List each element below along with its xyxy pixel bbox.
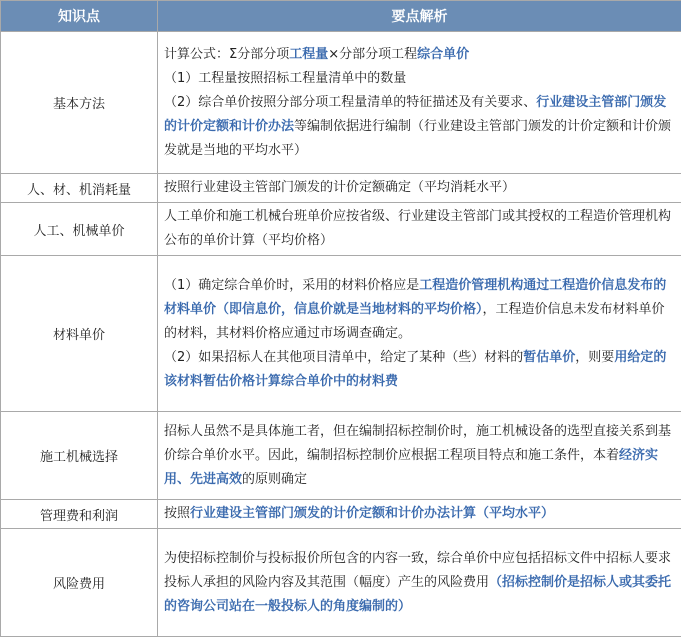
row-label: 材料单价 — [1, 256, 158, 412]
table-row — [1, 174, 681, 203]
text-segment: 为使招标控制价与投标报价所包含的内容一致，综合单价中应包括招标文件中招标人要求投标人承担的风险内容及其范围（幅度）产生的风险费用 — [164, 551, 671, 590]
table-row — [1, 203, 681, 256]
text-segment: 按照行业建设主管部门颁发的计价定额确定（平均消耗水平） — [164, 180, 515, 195]
highlight-text: 工程量 — [289, 47, 328, 62]
row-label: 管理费和利润 — [1, 500, 158, 529]
content-paragraph — [164, 91, 675, 163]
row-label: 人、材、机消耗量 — [1, 174, 158, 203]
row-label: 基本方法 — [1, 32, 158, 174]
text-segment: ，则要 — [575, 350, 614, 365]
content-paragraph — [164, 205, 675, 253]
table-row — [1, 32, 681, 174]
text-segment: （2）综合单价按照分部分项工程量清单的特征描述及有关要求、 — [164, 95, 536, 110]
highlight-text: 行业建设主管部门颁发的计价定额和计价办法 — [164, 95, 666, 134]
row-content — [158, 412, 681, 500]
text-segment: 招标人虽然不是具体施工者，但在编制招标控制价时，施工机械设备的选型直接关系到基价综合单价水平。因此，编制招标控制价应根据工程项目特点和施工条件，本着 — [164, 424, 671, 463]
highlight-text: 综合单价 — [417, 47, 469, 62]
text-segment: 的原则确定 — [242, 472, 307, 487]
row-content — [158, 174, 681, 203]
content-paragraph — [164, 547, 675, 619]
row-content — [158, 256, 681, 412]
content-paragraph — [164, 274, 675, 346]
highlight-text: 工程造价管理机构通过工程造价信息发布的材料单价（即信息价，信息价就是当地材料的平均价格） — [164, 278, 666, 317]
content-paragraph — [164, 43, 675, 67]
content-paragraph — [164, 420, 675, 492]
text-segment: ，工程造价信息未发布材料单价的材料，其材料价格应通过市场调查确定。 — [164, 302, 665, 341]
content-paragraph — [164, 346, 675, 394]
content-paragraph — [164, 502, 675, 526]
text-segment: （2）如果招标人在其他项目清单中，给定了某种（些）材料的 — [164, 350, 523, 365]
table-row — [1, 529, 681, 637]
text-segment: 等编制依据进行编制（行业建设主管部门颁发的计价定额和计价颁发就是当地的平均水平） — [164, 119, 671, 158]
table-row — [1, 500, 681, 529]
text-segment: （1）工程量按照招标工程量清单中的数量 — [164, 71, 406, 86]
text-segment: 计算公式：Σ分部分项 — [164, 47, 289, 62]
highlight-text: 行业建设主管部门颁发的计价定额和计价办法计算（平均水平） — [190, 506, 554, 521]
highlight-text: （招标控制价是招标人或其委托的咨询公司站在一般投标人的角度编制的） — [164, 575, 671, 614]
header-knowledge-point: 知识点 — [1, 1, 158, 32]
row-label: 施工机械选择 — [1, 412, 158, 500]
row-content — [158, 203, 681, 256]
text-segment: 按照 — [164, 506, 190, 521]
content-paragraph — [164, 176, 675, 200]
text-segment: 人工单价和施工机械台班单价应按省级、行业建设主管部门或其授权的工程造价管理机构公布的单价计算（平均价格） — [164, 209, 671, 248]
header-key-analysis: 要点解析 — [158, 1, 681, 32]
highlight-text: 用给定的该材料暂估价格计算综合单价中的材料费 — [164, 350, 666, 389]
row-label: 人工、机械单价 — [1, 203, 158, 256]
content-paragraph — [164, 67, 675, 91]
highlight-text: 经济实用、先进高效 — [164, 448, 658, 487]
table-row — [1, 256, 681, 412]
text-segment: （1）确定综合单价时，采用的材料价格应是 — [164, 278, 419, 293]
text-segment: ×分部分项工程 — [328, 47, 417, 62]
row-content — [158, 500, 681, 529]
table-row — [1, 412, 681, 500]
highlight-text: 暂估单价 — [523, 350, 575, 365]
row-content — [158, 32, 681, 174]
row-content — [158, 529, 681, 637]
table-header-row — [1, 1, 681, 32]
row-label: 风险费用 — [1, 529, 158, 637]
